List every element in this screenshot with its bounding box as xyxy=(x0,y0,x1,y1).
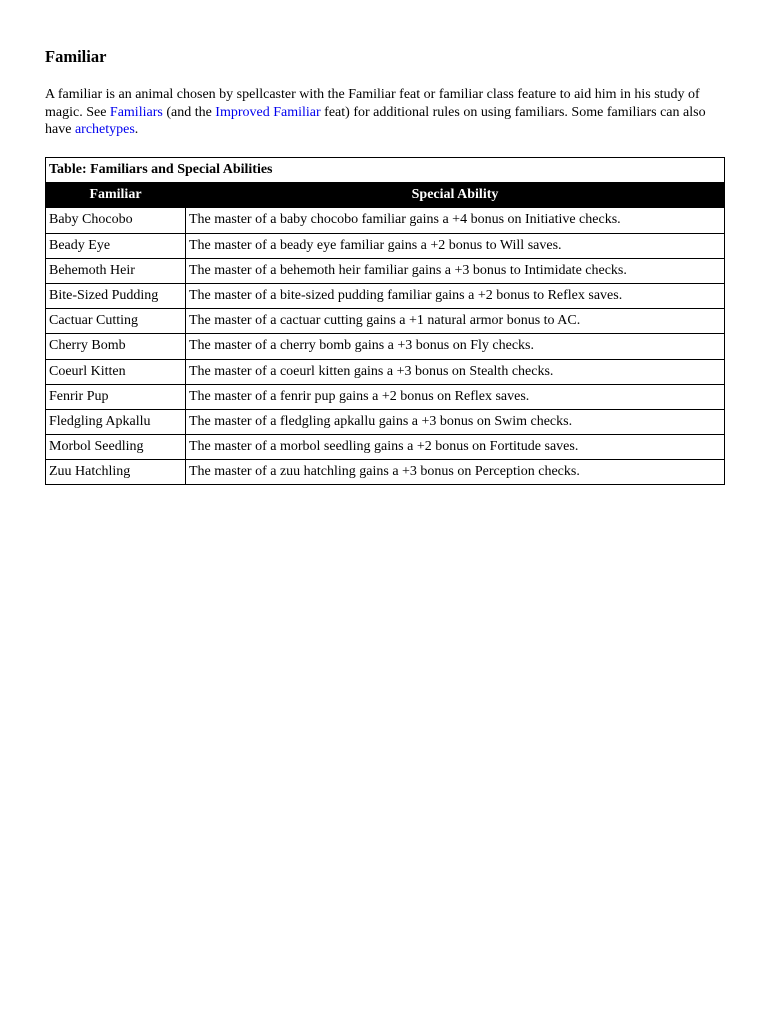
special-ability-cell: The master of a coeurl kitten gains a +3 bonus on Stealth checks. xyxy=(186,359,725,384)
special-ability-cell: The master of a behemoth heir familiar gains a +3 bonus to Intimidate checks. xyxy=(186,258,725,283)
familiar-name-cell: Fenrir Pup xyxy=(46,384,186,409)
table-row xyxy=(46,334,725,359)
table-row xyxy=(46,208,725,233)
table-row xyxy=(46,384,725,409)
table-row xyxy=(46,283,725,308)
special-ability-cell: The master of a cactuar cutting gains a +1 natural armor bonus to AC. xyxy=(186,309,725,334)
column-header-familiar: Familiar xyxy=(46,183,186,208)
special-ability-cell: The master of a cherry bomb gains a +3 bonus on Fly checks. xyxy=(186,334,725,359)
table-caption-row xyxy=(46,158,725,183)
familiar-name-cell: Zuu Hatchling xyxy=(46,460,186,485)
familiar-name-cell: Behemoth Heir xyxy=(46,258,186,283)
improved-familiar-link[interactable]: Improved Familiar xyxy=(215,104,321,120)
special-ability-cell: The master of a baby chocobo familiar gains a +4 bonus on Initiative checks. xyxy=(186,208,725,233)
special-ability-cell: The master of a fenrir pup gains a +2 bonus on Reflex saves. xyxy=(186,384,725,409)
familiar-name-cell: Beady Eye xyxy=(46,233,186,258)
table-row xyxy=(46,309,725,334)
table-body xyxy=(46,208,725,485)
special-ability-cell: The master of a beady eye familiar gains a +2 bonus to Will saves. xyxy=(186,233,725,258)
table-row xyxy=(46,435,725,460)
special-ability-cell: The master of a fledgling apkallu gains a +3 bonus on Swim checks. xyxy=(186,409,725,434)
special-ability-cell: The master of a morbol seedling gains a +2 bonus on Fortitude saves. xyxy=(186,435,725,460)
table-row xyxy=(46,409,725,434)
familiar-name-cell: Coeurl Kitten xyxy=(46,359,186,384)
intro-text-3: feat) for additional rules on using familiars. Some familiars can also have xyxy=(45,104,706,137)
intro-text-2: (and the xyxy=(162,104,216,120)
archetypes-link[interactable]: archetypes xyxy=(74,122,135,137)
intro-text-1: A familiar is an animal chosen by spellcaster with the Familiar feat or familiar class feature to aid him in his study of magic. See xyxy=(45,87,700,120)
table-row xyxy=(46,359,725,384)
special-ability-cell: The master of a bite-sized pudding familiar gains a +2 bonus to Reflex saves. xyxy=(186,283,725,308)
table-caption: Table: Familiars and Special Abilities xyxy=(46,158,725,183)
page-title: Familiar xyxy=(45,47,107,66)
table-row xyxy=(46,233,725,258)
familiar-name-cell: Morbol Seedling xyxy=(46,435,186,460)
intro-text-4: . xyxy=(134,122,139,137)
table-header-row xyxy=(46,183,725,208)
familiar-name-cell: Bite-Sized Pudding xyxy=(46,283,186,308)
table-row xyxy=(46,460,725,485)
familiar-name-cell: Cherry Bomb xyxy=(46,334,186,359)
intro-paragraph xyxy=(45,86,724,139)
familiar-name-cell: Cactuar Cutting xyxy=(46,309,186,334)
column-header-special-ability: Special Ability xyxy=(186,183,725,208)
familiars-table xyxy=(45,157,725,485)
table-row xyxy=(46,258,725,283)
familiar-name-cell: Baby Chocobo xyxy=(46,208,186,233)
special-ability-cell: The master of a zuu hatchling gains a +3 bonus on Perception checks. xyxy=(186,460,725,485)
familiar-name-cell: Fledgling Apkallu xyxy=(46,409,186,434)
familiars-link[interactable]: Familiars xyxy=(109,104,163,120)
